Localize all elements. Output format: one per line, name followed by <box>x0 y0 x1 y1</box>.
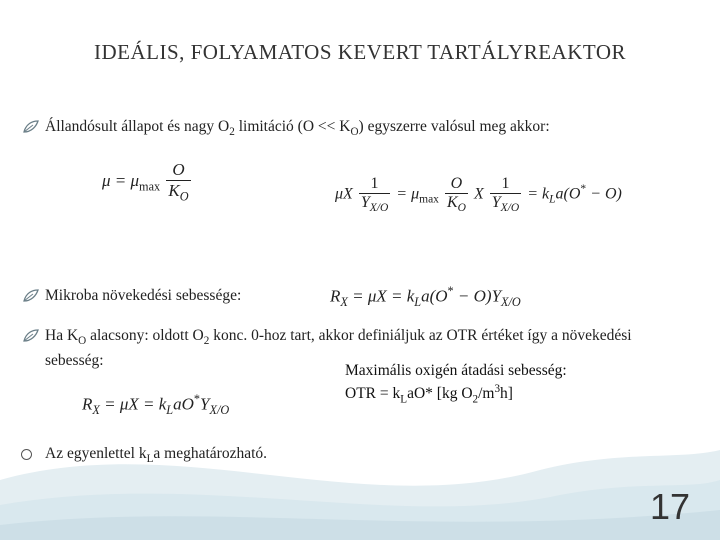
bullet-growth-rate: Mikroba növekedési sebessége: <box>45 286 685 306</box>
equation-growth-rate-otr: $R_X = \mu X = k_LaO^*Y_{X/O}$ <box>82 392 230 418</box>
equation-oxygen-balance: μX $\frac{1}{Y_{X/O}}$ = $\mu_{max}$ $\frac{O}{K_O}$ X $\frac{1}{Y_{X/O}}$ = $k_La(O^* - O)$ <box>335 175 622 215</box>
bullet-steady-state: Állandósult állapot és nagy $O_2$ limitáció $(O << K_O)$ egyszerre valósul meg akkor: <box>45 117 685 142</box>
otr-definition-line1: Maximális oxigén átadási sebesség: <box>345 362 567 379</box>
bullet-kla-determination: Az egyenlettel $k_La$ meghatározható. <box>45 444 685 469</box>
decorative-wave-background <box>0 410 720 540</box>
bullet-leaf-icon <box>23 289 39 303</box>
equation-monod-limit: $\mu = \mu_{max}$ $\frac{O}{K_O}$ <box>102 160 189 204</box>
slide-title: IDEÁLIS, FOLYAMATOS KEVERT TARTÁLYREAKTOR <box>93 40 627 64</box>
bullet-leaf-icon <box>23 120 39 134</box>
page-number: 17 <box>649 486 690 527</box>
otr-definition-line2: OTR = $k_LaO*$ [kg $O_2/m^3h$] <box>345 383 513 406</box>
equation-growth-rate: $R_X = \mu X = k_La(O^* - O)Y_{X/O}$ <box>330 284 521 310</box>
bullet-ring-icon <box>21 449 32 460</box>
bullet-low-ko: Ha $K_O$ alacsony: oldott $O_2$ konc. 0-hoz tart, akkor definiáljuk az OTR értéket így a növekedési sebesség: <box>45 326 685 371</box>
bullet-leaf-icon <box>23 329 39 343</box>
